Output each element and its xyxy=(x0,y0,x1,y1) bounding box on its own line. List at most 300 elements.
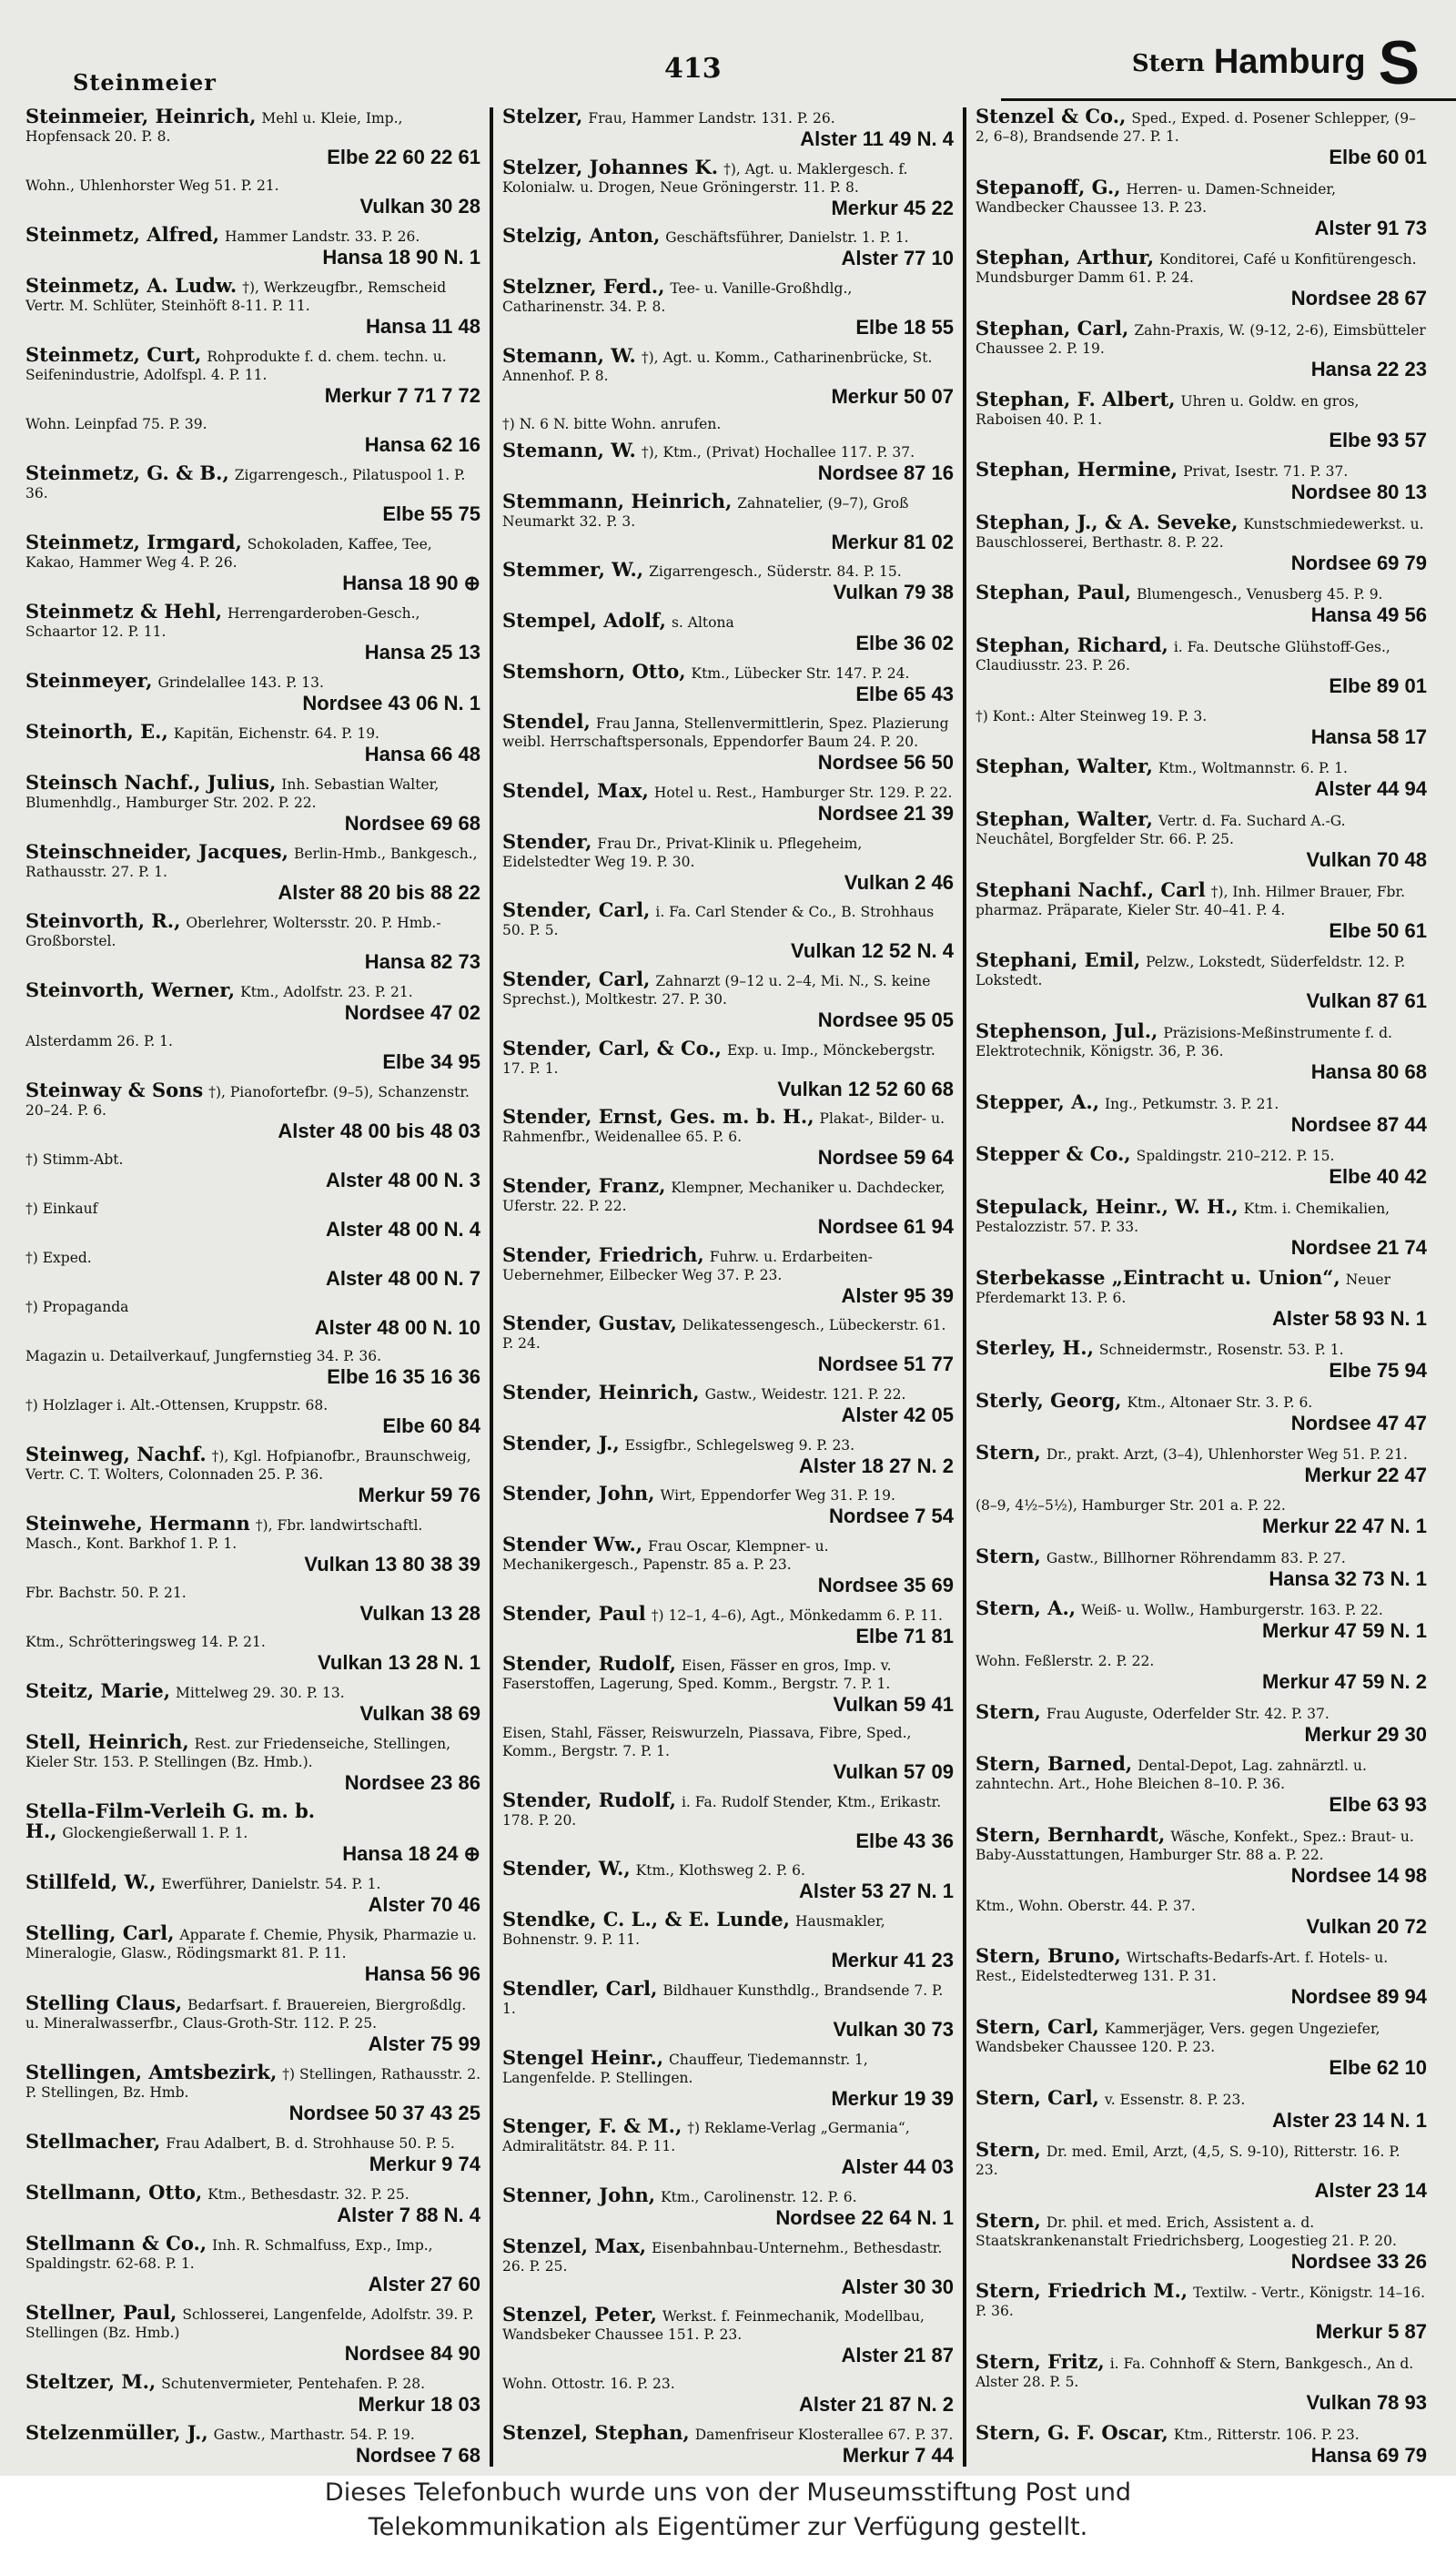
entry-name: Stender, J., xyxy=(502,1431,620,1454)
entry-name: Stelling, Carl, xyxy=(25,1921,175,1945)
entry-name: Stern, Barned, xyxy=(976,1752,1133,1776)
directory-entry xyxy=(502,898,954,963)
entry-details: Gastw., Marthastr. 54. P. 19. xyxy=(213,2426,415,2443)
entry-details: Wirt, Eppendorfer Weg 31. P. 19. xyxy=(660,1487,895,1505)
entry-details: Herren- u. Damen-Schneider, Wandbecker Chaussee 13. P. 23. xyxy=(976,180,1337,216)
entry-name: Steinweg, Nachf. xyxy=(25,1443,207,1466)
entry-phone-number: Vulkan 12 52 N. 4 xyxy=(791,939,954,963)
entry-phone-number: Elbe 60 84 xyxy=(382,1414,480,1438)
entry-name: Steinway & Sons xyxy=(25,1079,204,1102)
directory-entry xyxy=(502,829,954,894)
directory-entry xyxy=(976,2208,1427,2273)
entry-details: Alsterdamm 26. P. 1. xyxy=(25,1033,173,1050)
entry-details: v. Essenstr. 8. P. 23. xyxy=(1104,2091,1246,2108)
directory-entry xyxy=(25,1991,480,2055)
entry-phone-number: Vulkan 2 46 xyxy=(844,870,954,894)
directory-entry xyxy=(976,1496,1427,1537)
entry-name: Stenger, F. & M., xyxy=(502,2114,682,2138)
entry-details: †), Werkzeugfbr., Remscheid Vertr. M. Schlüter, Steinhöft 8-11. P. 11. xyxy=(25,279,447,315)
entry-details: †) Propaganda xyxy=(25,1299,129,1316)
entry-phone-number: Vulkan 59 41 xyxy=(833,1693,954,1717)
entry-details: Herrengarderoben-Gesch., Schaartor 12. P. 11. xyxy=(25,605,420,641)
entry-phone-number: Alster 30 30 xyxy=(841,2275,954,2298)
directory-entry xyxy=(976,1388,1427,1434)
entry-name: Stephan, F. Albert, xyxy=(976,387,1176,410)
entry-details: Ktm., Adolfstr. 23. P. 21. xyxy=(240,984,413,1001)
entry-phone-number: Alster 7 88 N. 4 xyxy=(337,2203,480,2226)
entry-name: Stellingen, Amtsbezirk, xyxy=(25,2060,278,2083)
entry-phone-number: Nordsee 23 86 xyxy=(344,1771,480,1795)
directory-entry xyxy=(976,1544,1427,1590)
entry-phone-number: Elbe 36 02 xyxy=(855,632,954,655)
entry-name: Stelzenmüller, J., xyxy=(25,2420,208,2444)
directory-entry xyxy=(25,840,480,905)
entry-details: Zahnarzt (9–12 u. 2–4, Mi. N., S. keine Sprechst.), Moltkestr. 27. P. 30. xyxy=(502,973,931,1008)
entry-name: Steinvorth, R., xyxy=(25,909,181,933)
entry-name: Stephan, Walter, xyxy=(976,755,1153,778)
entry-phone-number: Alster 88 20 bis 88 22 xyxy=(278,881,480,905)
entry-phone-number: Nordsee 87 16 xyxy=(817,461,954,485)
entry-details: Gastw., Weidestr. 121. P. 22. xyxy=(704,1386,906,1404)
entry-phone-number: Merkur 5 87 xyxy=(1315,2320,1427,2344)
entry-name: Stenzel, Max, xyxy=(502,2234,647,2257)
entry-name: Stender, Gustav, xyxy=(502,1312,677,1335)
entry-phone-number: Elbe 75 94 xyxy=(1329,1359,1427,1383)
page-header xyxy=(73,27,1420,100)
footer-note xyxy=(0,2476,1456,2554)
directory-entry xyxy=(25,1512,480,1576)
directory-entry xyxy=(976,633,1427,698)
entry-details: Eisenbahnbau-Unternehm., Bethesdastr. 26. P. 25. xyxy=(502,2239,943,2275)
entry-details: Schokoladen, Kaffee, Tee, Kakao, Hammer Weg 4. P. 26. xyxy=(25,536,432,572)
directory-entry xyxy=(502,2234,954,2298)
entry-details: Frau Adalbert, B. d. Strohhause 50. P. 5. xyxy=(166,2134,455,2152)
entry-name: Stenzel, Stephan, xyxy=(502,2420,690,2444)
entry-phone-number: Hansa 25 13 xyxy=(364,641,480,664)
directory-entry xyxy=(25,1200,480,1241)
entry-name: Stender, Rudolf, xyxy=(502,1788,676,1811)
directory-entry xyxy=(502,155,954,219)
directory-entry xyxy=(976,1652,1427,1693)
entry-phone-number: Merkur 59 76 xyxy=(358,1484,480,1507)
entry-phone-number: Hansa 66 48 xyxy=(364,743,480,766)
entry-phone-number: Alster 48 00 N. 3 xyxy=(326,1169,480,1192)
entry-phone-number: Vulkan 13 80 38 39 xyxy=(304,1553,480,1576)
entry-phone-number: Hansa 11 48 xyxy=(366,315,480,339)
entry-details: s. Altona xyxy=(671,614,734,632)
entry-phone-number: Elbe 93 57 xyxy=(1329,428,1427,451)
entry-phone-number: Alster 91 73 xyxy=(1314,216,1427,239)
entry-phone-number: Vulkan 12 52 60 68 xyxy=(777,1077,954,1100)
entry-details: Eisen, Fässer en gros, Imp. v. Faserstoffen, Lagerung, Sped. Komm., Bergstr. 7. P. 1. xyxy=(502,1657,892,1693)
entry-details: Hausmakler, Bohnenstr. 9. P. 11. xyxy=(502,1913,885,1949)
entry-details: Rest. zur Friedenseiche, Stellingen, Kieler Str. 153. P. Stellingen (Bz. Hmb.). xyxy=(25,1736,451,1771)
entry-name: Stelzig, Anton, xyxy=(502,224,661,248)
entry-phone-number: Nordsee 47 47 xyxy=(1290,1411,1427,1434)
entry-details: Fuhrw. u. Erdarbeiten-Uebernehmer, Eilbecker Weg 37. P. 23. xyxy=(502,1248,873,1283)
entry-phone-number: Nordsee 56 50 xyxy=(817,751,954,775)
entry-phone-number: Nordsee 21 74 xyxy=(1290,1235,1427,1259)
column-2 xyxy=(490,107,963,2467)
entry-name: Stern, Bruno, xyxy=(976,1944,1121,1968)
entry-name: Stenzel & Co., xyxy=(976,105,1127,127)
directory-entry xyxy=(976,1752,1427,1817)
entry-phone-number: Hansa 18 90 N. 1 xyxy=(322,246,480,269)
directory-entry xyxy=(25,343,480,408)
directory-entry xyxy=(502,2375,954,2416)
entry-phone-number: Merkur 29 30 xyxy=(1304,1722,1427,1746)
header-city: Hamburg xyxy=(1213,43,1366,81)
entry-name: Steinmetz, G. & B., xyxy=(25,461,229,485)
entry-details: Konditorei, Café u Konfitürengesch. Mundsburger Damm 61. P. 24. xyxy=(976,251,1417,287)
entry-details: Magazin u. Detailverkauf, Jungfernstieg 34. P. 36. xyxy=(25,1348,382,1365)
entry-details: Fbr. Bachstr. 50. P. 21. xyxy=(25,1585,187,1602)
directory-entry xyxy=(976,2085,1427,2132)
entry-details: Frau, Hammer Landstr. 131. P. 26. xyxy=(588,110,835,127)
entry-details: i. Fa. Cohnhoff & Stern, Bankgesch., An d. Alster 28. P. 5. xyxy=(976,2356,1414,2391)
directory-entry xyxy=(25,720,480,766)
column-3 xyxy=(963,107,1436,2467)
entry-name: Steitz, Marie, xyxy=(25,1679,171,1703)
entry-details: Vertr. d. Fa. Suchard A.-G. Neuchâtel, Borgfelder Str. 66. P. 25. xyxy=(976,813,1346,848)
entry-name: Stephani, Emil, xyxy=(976,948,1141,972)
entry-details: Frau Auguste, Oderfelder Str. 42. P. 37. xyxy=(1046,1705,1330,1722)
entry-name: Stellmann, Otto, xyxy=(25,2180,203,2204)
directory-entry xyxy=(976,2420,1427,2467)
entry-name: Steinmetz, Alfred, xyxy=(25,223,220,247)
entry-phone-number: Alster 18 27 N. 2 xyxy=(799,1454,954,1477)
directory-entry xyxy=(502,659,954,705)
entry-phone-number: Hansa 56 96 xyxy=(364,1962,480,1986)
directory-entry xyxy=(502,1431,954,1477)
directory-entry xyxy=(25,1249,480,1290)
entry-details: †), Ktm., (Privat) Hochallee 117. P. 37. xyxy=(641,444,915,461)
directory-entry xyxy=(976,510,1427,574)
entry-phone-number: Vulkan 38 69 xyxy=(359,1702,480,1726)
directory-entry xyxy=(502,2114,954,2179)
entry-phone-number: Alster 23 14 N. 1 xyxy=(1272,2108,1427,2132)
directory-entry xyxy=(976,583,1427,626)
entry-phone-number: Nordsee 69 79 xyxy=(1290,551,1427,574)
directory-entry xyxy=(976,2350,1427,2415)
entry-name: Stillfeld, W., xyxy=(25,1870,157,1894)
entry-phone-number: Nordsee 43 06 N. 1 xyxy=(302,692,480,715)
entry-details: Dental-Depot, Lag. zahnärztl. u. zahntechn. Art., Hohe Bleichen 8–10. P. 36. xyxy=(976,1758,1367,1793)
directory-entry xyxy=(976,807,1427,872)
entry-details: Rohprodukte f. d. chem. techn. u. Seifenindustrie, Adolfspl. 4. P. 11. xyxy=(25,349,447,384)
directory-entry xyxy=(976,175,1427,239)
entry-name: Stender, Rudolf, xyxy=(502,1652,676,1676)
entry-details: Schneidermstr., Rosenstr. 53. P. 1. xyxy=(1098,1342,1344,1359)
entry-details: Uhren u. Goldw. en gros, Raboisen 40. P. 1. xyxy=(976,392,1360,428)
entry-details: Spaldingstr. 210–212. P. 15. xyxy=(1136,1148,1335,1165)
entry-details: Eisen, Stahl, Fässer, Reiswurzeln, Piassava, Fibre, Sped., Komm., Bergstr. 7. P. 1. xyxy=(502,1725,912,1760)
directory-entry xyxy=(502,489,954,553)
entry-phone-number: Vulkan 30 73 xyxy=(833,2017,954,2041)
entry-name: Stern, xyxy=(976,1544,1041,1567)
entry-details: Zigarrengesch., Pilatuspool 1. P. 36. xyxy=(25,467,466,502)
entry-details: Ktm., Lübecker Str. 147. P. 24. xyxy=(691,664,910,682)
entry-details: †) Holzlager i. Alt.-Ottensen, Kruppstr. 68. xyxy=(25,1397,329,1414)
entry-name: Steinorth, E., xyxy=(25,720,168,744)
directory-entry xyxy=(502,1383,954,1426)
directory-entry xyxy=(976,948,1427,1013)
entry-name: Steltzer, M., xyxy=(25,2369,157,2393)
entry-details: Grindelallee 143. P. 13. xyxy=(157,674,324,692)
entry-name: Stemmer, W., xyxy=(502,558,644,582)
entry-phone-number: Alster 75 99 xyxy=(368,2032,480,2055)
entry-name: Stemshorn, Otto, xyxy=(502,659,686,683)
entry-name: Steinmetz, Irmgard, xyxy=(25,531,242,554)
directory-entry xyxy=(502,2420,954,2467)
entry-name: Stender, Friedrich, xyxy=(502,1242,704,1266)
directory-entry xyxy=(502,107,954,150)
entry-details: Bedarfsart. f. Brauereien, Biergroßdlg. u. Mineralwasserfbr., Claus-Groth-Str. 112. P. 25. xyxy=(25,1996,467,2032)
entry-details: Zahn-Praxis, W. (9-12, 2-6), Eimsbütteler Chaussee 2. P. 19. xyxy=(976,321,1426,357)
entry-details: Ewerführer, Danielstr. 54. P. 1. xyxy=(161,1876,381,1893)
directory-columns xyxy=(16,107,1436,2467)
directory-entry xyxy=(502,275,954,340)
directory-entry xyxy=(976,1441,1427,1487)
entry-phone-number: Alster 23 14 xyxy=(1314,2179,1427,2203)
entry-phone-number: Nordsee 47 02 xyxy=(344,1001,480,1025)
entry-details: Exp. u. Imp., Mönckebergstr. 17. P. 1. xyxy=(502,1041,935,1077)
directory-entry xyxy=(25,2231,480,2296)
directory-entry xyxy=(976,1944,1427,2009)
entry-details: Oberlehrer, Woltersstr. 20. P. Hmb.-Großborstel. xyxy=(25,915,441,950)
directory-entry xyxy=(502,1976,954,2041)
entry-phone-number: Nordsee 28 67 xyxy=(1290,287,1427,310)
entry-phone-number: Alster 44 03 xyxy=(841,2155,954,2179)
entry-phone-number: Nordsee 14 98 xyxy=(1290,1863,1427,1887)
entry-phone-number: Hansa 69 79 xyxy=(1310,2443,1427,2467)
entry-name: Stepanoff, G., xyxy=(976,175,1121,198)
entry-details: Kammerjäger, Vers. gegen Ungeziefer, Wandsbeker Chaussee 120. P. 23. xyxy=(976,2020,1380,2055)
entry-phone-number: Vulkan 78 93 xyxy=(1306,2391,1427,2415)
directory-entry xyxy=(502,970,954,1031)
entry-details: †), Agt. u. Maklergesch. f. Kolonialw. u. Drogen, Neue Gröningerstr. 11. P. 8. xyxy=(502,160,908,196)
entry-name: Stern, G. F. Oscar, xyxy=(976,2420,1168,2444)
directory-entry xyxy=(976,1596,1427,1643)
directory-entry xyxy=(976,248,1427,309)
directory-entry xyxy=(976,107,1427,168)
entry-phone-number: Merkur 45 22 xyxy=(831,196,954,219)
entry-details: Ktm., Carolinenstr. 12. P. 6. xyxy=(661,2188,857,2205)
entry-name: Stemann, W. xyxy=(502,439,636,462)
directory-entry xyxy=(25,2180,480,2226)
entry-name: Stengel Heinr., xyxy=(502,2045,664,2069)
directory-entry xyxy=(25,1633,480,1674)
entry-name: Stender, Paul xyxy=(502,1601,646,1625)
directory-entry xyxy=(502,1036,954,1100)
entry-details: Frau Janna, Stellenvermittlerin, Spez. Plazierung weibl. Herrschaftspersonals, Eppendorfer Baum 24. P. 20. xyxy=(502,715,949,751)
entry-phone-number: Hansa 49 56 xyxy=(1310,603,1427,627)
entry-details: Blumengesch., Venusberg 45. P. 9. xyxy=(1137,586,1383,603)
entry-details: Kunstschmiedewerkst. u. Bauschlosserei, Berthastr. 8. P. 22. xyxy=(976,515,1424,551)
directory-entry xyxy=(25,1921,480,1986)
entry-details: Präzisions-Meßinstrumente f. d. Elektrotechnik, Königstr. 36, P. 36. xyxy=(976,1024,1392,1059)
entry-name: Stern, A., xyxy=(976,1596,1077,1620)
entry-phone-number: Hansa 80 68 xyxy=(1310,1059,1427,1083)
entry-name: Stephan, Carl, xyxy=(976,316,1129,340)
directory-entry xyxy=(502,779,954,826)
directory-entry xyxy=(25,1032,480,1073)
entry-phone-number: Elbe 63 93 xyxy=(1329,1793,1427,1817)
directory-entry xyxy=(976,458,1427,504)
directory-entry xyxy=(25,1679,480,1726)
entry-name: Stepper, A., xyxy=(976,1090,1100,1113)
header-left-keyword: Steinmeier xyxy=(73,69,217,96)
directory-entry xyxy=(25,2060,481,2124)
entry-phone-number: Hansa 18 90 ⊕ xyxy=(342,572,480,595)
entry-name: Steinmetz, Curt, xyxy=(25,343,202,367)
entry-phone-number: Elbe 89 01 xyxy=(1329,674,1427,698)
entry-phone-number: Alster 70 46 xyxy=(368,1893,480,1917)
directory-entry xyxy=(502,1857,954,1903)
entry-phone-number: Merkur 18 03 xyxy=(358,2392,480,2416)
directory-entry xyxy=(976,877,1427,942)
entry-phone-number: Nordsee 35 69 xyxy=(817,1574,954,1597)
directory-entry xyxy=(976,1265,1427,1330)
directory-entry xyxy=(502,2183,954,2229)
entry-details: Tee- u. Vanille-Großhdlg., Catharinenstr. 34. P. 8. xyxy=(502,280,853,316)
entry-details: Kapitän, Eichenstr. 64. P. 19. xyxy=(173,725,379,743)
entry-details: i. Fa. Carl Stender & Co., B. Strohhaus 50. P. 5. xyxy=(502,904,935,939)
entry-phone-number: Elbe 65 43 xyxy=(855,682,954,705)
entry-name: Stephan, Richard, xyxy=(976,633,1168,657)
entry-phone-number: Alster 48 00 bis 48 03 xyxy=(278,1120,480,1143)
entry-name: Stender, xyxy=(502,829,592,853)
directory-entry xyxy=(502,1105,954,1170)
entry-phone-number: Vulkan 70 48 xyxy=(1306,848,1427,872)
entry-name: Stender, Carl, & Co., xyxy=(502,1036,722,1059)
entry-phone-number: Nordsee 87 44 xyxy=(1290,1112,1427,1136)
directory-entry xyxy=(25,1584,480,1625)
directory-entry xyxy=(25,2420,480,2467)
directory-entry xyxy=(502,2303,954,2367)
entry-name: Stellner, Paul, xyxy=(25,2300,177,2324)
entry-phone-number: Hansa 82 73 xyxy=(364,950,480,974)
directory-entry xyxy=(502,2045,954,2110)
entry-name: Stern, xyxy=(976,2138,1041,2162)
directory-entry xyxy=(25,1396,480,1437)
directory-entry xyxy=(976,1897,1427,1938)
entry-name: Stephani Nachf., Carl xyxy=(976,877,1206,901)
entry-details: Frau Dr., Privat-Klinik u. Pflegeheim, Eidelstedter Weg 19. P. 30. xyxy=(502,835,863,870)
directory-entry xyxy=(25,177,480,218)
directory-entry xyxy=(25,2369,480,2416)
entry-details: (8–9, 4½–5½), Hamburger Str. 201 a. P. 22. xyxy=(976,1497,1286,1515)
entry-phone-number: Elbe 16 35 16 36 xyxy=(327,1365,480,1389)
entry-phone-number: Merkur 81 02 xyxy=(831,530,954,553)
entry-name: Stellmann & Co., xyxy=(25,2231,207,2255)
entry-phone-number: Merkur 22 47 xyxy=(1304,1464,1427,1487)
entry-details: Hammer Landstr. 33. P. 26. xyxy=(225,228,420,246)
entry-name: Stern, xyxy=(976,1699,1041,1723)
entry-name: Stepulack, Heinr., W. H., xyxy=(976,1194,1239,1218)
entry-details: Schlosserei, Langenfelde, Adolfstr. 39. P. Stellingen (Bz. Hmb.) xyxy=(25,2306,474,2341)
entry-phone-number: Nordsee 7 54 xyxy=(829,1505,954,1528)
entry-phone-number: Elbe 43 36 xyxy=(855,1829,954,1852)
entry-details: Werkst. f. Feinmechanik, Modellbau, Wandsbeker Chaussee 151. P. 23. xyxy=(502,2308,925,2344)
entry-phone-number: Alster 77 10 xyxy=(841,247,954,270)
entry-details: Damenfriseur Klosterallee 67. P. 37. xyxy=(694,2426,954,2443)
directory-entry xyxy=(25,978,480,1025)
directory-entry xyxy=(502,1535,954,1596)
entry-name: Stellmacher, xyxy=(25,2129,161,2153)
directory-entry xyxy=(502,1724,954,1783)
entry-details: Berlin-Hmb., Bankgesch., Rathausstr. 27. P. 1. xyxy=(25,846,478,881)
directory-entry xyxy=(25,771,480,836)
entry-phone-number: Alster 95 39 xyxy=(841,1283,954,1307)
directory-entry xyxy=(25,1347,480,1388)
entry-phone-number: Nordsee 59 64 xyxy=(817,1146,954,1170)
entry-phone-number: Elbe 60 01 xyxy=(1329,146,1427,168)
entry-details: Hotel u. Rest., Hamburger Str. 129. P. 22. xyxy=(653,785,953,802)
entry-phone-number: Alster 48 00 N. 7 xyxy=(326,1267,480,1291)
directory-entry xyxy=(976,1336,1427,1383)
entry-name: Stephenson, Jul., xyxy=(976,1019,1158,1042)
directory-entry xyxy=(976,316,1427,380)
directory-entry xyxy=(25,223,480,269)
header-right-word: Stern xyxy=(1131,50,1205,77)
entry-phone-number: Vulkan 13 28 xyxy=(359,1602,480,1626)
entry-phone-number: Alster 27 60 xyxy=(368,2272,480,2296)
entry-details: †) Kont.: Alter Steinweg 19. P. 3. xyxy=(976,707,1208,725)
entry-details: Frau Oscar, Klempner- u. Mechanikergesch., Papenstr. 85 a. P. 23. xyxy=(502,1538,829,1574)
directory-entry xyxy=(976,2138,1427,2203)
directory-entry xyxy=(502,1314,954,1375)
entry-details: Ktm., Ritterstr. 106. P. 23. xyxy=(1173,2426,1360,2443)
directory-entry xyxy=(976,1194,1427,1259)
entry-name: Stender, John, xyxy=(502,1482,655,1505)
entry-phone-number: Merkur 41 23 xyxy=(831,1949,954,1972)
directory-entry xyxy=(502,1242,954,1307)
entry-name: Steinmeyer, xyxy=(25,669,153,693)
directory-entry xyxy=(502,1601,954,1647)
entry-phone-number: Hansa 62 16 xyxy=(364,433,480,457)
entry-details: Wäsche, Konfekt., Spez.: Braut- u. Baby-Ausstattungen, Hamburger Str. 88 a. P. 22. xyxy=(976,1828,1414,1863)
entry-name: Stern, Fritz, xyxy=(976,2350,1105,2374)
entry-details: Wohn. Feßlerstr. 2. P. 22. xyxy=(976,1653,1155,1670)
directory-entry xyxy=(25,461,480,526)
entry-details: Klempner, Mechaniker u. Dachdecker, Uferstr. 22. P. 22. xyxy=(502,1180,945,1215)
entry-details: Weiß- u. Wollw., Hamburgerstr. 163. P. 22. xyxy=(1081,1602,1383,1619)
entry-details: Delikatessengesch., Lübeckerstr. 61. P. 24. xyxy=(502,1317,946,1353)
entry-phone-number: Merkur 50 07 xyxy=(831,384,954,408)
directory-entry xyxy=(502,415,954,433)
entry-details: Dr. phil. et med. Erich, Assistent a. d. Staatskrankenanstalt Friedrichsberg, Loogestieg 21. P. 20. xyxy=(976,2214,1397,2249)
entry-phone-number: Hansa 22 23 xyxy=(1310,357,1427,380)
entry-details: Glockengießerwall 1. P. 1. xyxy=(62,1825,248,1842)
directory-entry xyxy=(25,909,480,974)
entry-name: Stelling Claus, xyxy=(25,1991,183,2014)
entry-details: Ktm., Altonaer Str. 3. P. 6. xyxy=(1127,1394,1313,1411)
entry-phone-number: Nordsee 33 26 xyxy=(1290,2249,1427,2273)
entry-details: Ing., Petkumstr. 3. P. 21. xyxy=(1105,1095,1279,1112)
entry-name: Stenzel, Peter, xyxy=(502,2303,657,2326)
header-rule xyxy=(1001,98,1456,101)
entry-details: Ktm., Woltmannstr. 6. P. 1. xyxy=(1158,760,1348,777)
entry-name: Stender, W., xyxy=(502,1857,631,1880)
footer-line-1: Dieses Telefonbuch wurde uns von der Museumsstiftung Post und xyxy=(324,2478,1132,2507)
entry-phone-number: Alster 11 49 N. 4 xyxy=(800,127,954,150)
entry-phone-number: Nordsee 21 39 xyxy=(817,802,954,826)
entry-phone-number: Nordsee 22 64 N. 1 xyxy=(775,2205,954,2229)
entry-phone-number: Merkur 7 44 xyxy=(842,2443,954,2467)
entry-name: Steinsch Nachf., Julius, xyxy=(25,771,277,795)
entry-phone-number: Nordsee 80 13 xyxy=(1290,481,1427,504)
